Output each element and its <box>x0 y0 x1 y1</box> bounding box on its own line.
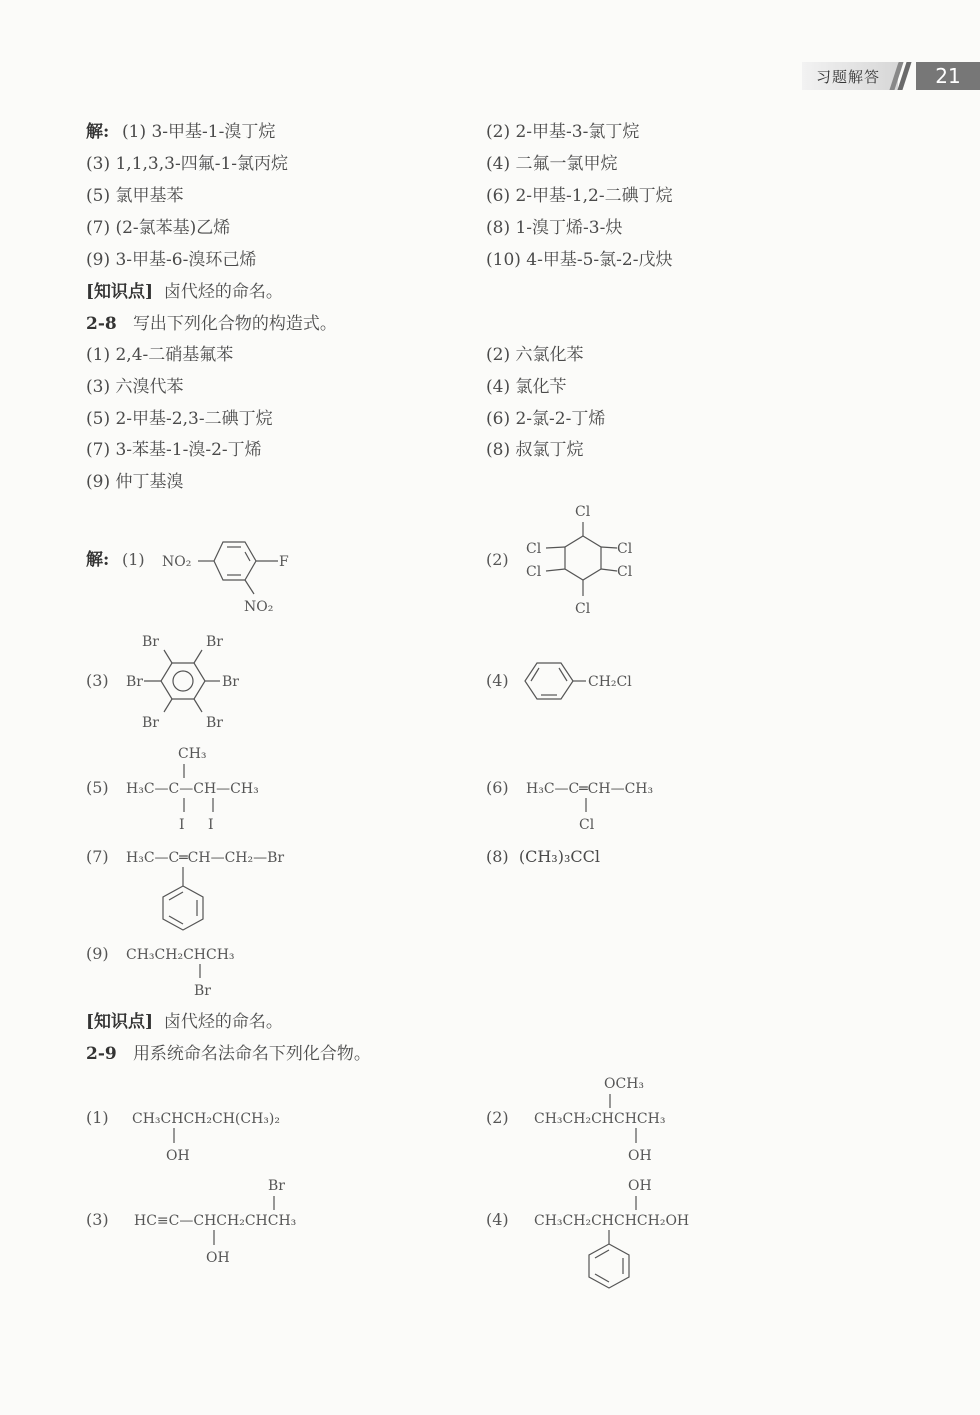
structure-8 <box>486 847 600 867</box>
answer-item: (5) 氯甲基苯 <box>86 186 184 206</box>
main-chain: H₃C—C—CH—CH₃ <box>126 781 259 797</box>
knowledge-text: 卤代烃的命名。 <box>163 1012 283 1032</box>
structure-6 <box>486 777 746 837</box>
substituent: OH <box>628 1148 652 1164</box>
question-title: 用系统命名法命名下列化合物。 <box>132 1044 371 1064</box>
answer-label: 解: <box>86 122 110 142</box>
substituent: Br <box>126 674 143 690</box>
structure-number: (3) <box>86 1210 109 1229</box>
question-item: (7) 3-苯基-1-溴-2-丁烯 <box>86 440 262 460</box>
substituent: Cl <box>575 601 591 617</box>
substituent: Br <box>142 715 159 731</box>
structure-number: (4) <box>486 671 509 690</box>
main-chain: CH₃CH₂CHCHCH₂OH <box>534 1213 690 1229</box>
q29-structure-2 <box>486 1072 786 1167</box>
structure-number: (2) <box>486 550 509 569</box>
question-number: 2-8 <box>86 314 117 334</box>
main-chain: HC≡C—CHCH₂CHCH₃ <box>134 1213 297 1229</box>
structure-3 <box>86 630 266 730</box>
substituent: OH <box>628 1178 652 1194</box>
page-number: 21 <box>916 62 980 90</box>
substituent: CH₂Cl <box>588 674 632 690</box>
substituent: OCH₃ <box>604 1076 645 1092</box>
substituent: Cl <box>617 541 633 557</box>
structure-9 <box>86 943 346 1003</box>
question-item: (9) 仲丁基溴 <box>86 472 184 492</box>
substituent: Cl <box>579 817 595 833</box>
structure-number: (8) <box>486 847 509 866</box>
question-item: (5) 2-甲基-2,3-二碘丁烷 <box>86 409 273 429</box>
main-chain: H₃C—C═CH—CH₃ <box>526 781 654 797</box>
structure-number: (2) <box>486 1108 509 1127</box>
answer-item: (1) 3-甲基-1-溴丁烷 <box>122 122 276 142</box>
substituent: CH₃ <box>178 746 207 762</box>
substituent: OH <box>166 1148 190 1164</box>
main-chain: CH₃CH₂CHCH₃ <box>126 947 235 963</box>
knowledge-point <box>86 1012 283 1032</box>
main-chain: CH₃CHCH₂CH(CH₃)₂ <box>132 1111 280 1127</box>
substituent: Br <box>194 983 211 999</box>
formula: (CH₃)₃CCl <box>518 847 600 866</box>
substituent: I <box>179 817 185 833</box>
structure-number: (4) <box>486 1210 509 1229</box>
answer-item: (2) 2-甲基-3-氯丁烷 <box>486 122 640 142</box>
question-item: (1) 2,4-二硝基氟苯 <box>86 345 234 365</box>
answer-item: (3) 1,1,3,3-四氟-1-氯丙烷 <box>86 154 289 174</box>
structure-number: (9) <box>86 944 109 963</box>
substituent: I <box>208 817 214 833</box>
substituent: F <box>279 554 289 570</box>
structure-number: (7) <box>86 847 109 866</box>
answer-label: 解: <box>86 550 110 570</box>
structure-number: (3) <box>86 671 109 690</box>
structure-number: (5) <box>86 778 109 797</box>
q29-structure-3 <box>86 1174 386 1269</box>
substituent: Br <box>206 715 223 731</box>
page-header <box>802 62 980 90</box>
structure-number: (1) <box>86 1108 109 1127</box>
knowledge-tag: [知识点] <box>86 1012 154 1032</box>
substituent: Cl <box>526 541 542 557</box>
question-title: 写出下列化合物的构造式。 <box>132 314 337 334</box>
q29-structure-1 <box>86 1107 386 1167</box>
answer-item: (7) (2-氯苯基)乙烯 <box>86 218 231 238</box>
structure-number: (1) <box>122 550 145 569</box>
structure-1 <box>122 530 322 615</box>
main-chain: H₃C—C═CH—CH₂—Br <box>126 850 285 866</box>
substituent: Br <box>142 634 159 650</box>
knowledge-tag: [知识点] <box>86 282 154 302</box>
substituent: NO₂ <box>244 599 274 615</box>
structure-7 <box>86 846 386 936</box>
header-decoration <box>894 62 916 90</box>
knowledge-text: 卤代烃的命名。 <box>163 282 283 302</box>
substituent: Cl <box>617 564 633 580</box>
substituent: NO₂ <box>162 554 192 570</box>
knowledge-point <box>86 282 283 302</box>
question-item: (6) 2-氯-2-丁烯 <box>486 409 606 429</box>
question-item: (3) 六溴代苯 <box>86 377 184 397</box>
substituent: Cl <box>526 564 542 580</box>
answer-item: (8) 1-溴丁烯-3-炔 <box>486 218 623 238</box>
question-item: (8) 叔氯丁烷 <box>486 440 584 460</box>
answer-item: (6) 2-甲基-1,2-二碘丁烷 <box>486 186 673 206</box>
structure-number: (6) <box>486 778 509 797</box>
section-title: 习题解答 <box>802 62 898 90</box>
q29-structure-4 <box>486 1174 786 1294</box>
structure-2 <box>486 500 666 615</box>
substituent: Br <box>268 1178 285 1194</box>
substituent: Br <box>222 674 239 690</box>
substituent: OH <box>206 1250 230 1266</box>
question-item: (4) 氯化苄 <box>486 377 567 397</box>
substituent: Cl <box>575 504 591 520</box>
structure-5 <box>86 742 346 837</box>
question-number: 2-9 <box>86 1044 117 1064</box>
substituent: Br <box>206 634 223 650</box>
question-heading <box>86 1044 371 1064</box>
answer-item: (10) 4-甲基-5-氯-2-戊炔 <box>486 250 673 270</box>
structure-4 <box>486 655 666 715</box>
question-item: (2) 六氯化苯 <box>486 345 584 365</box>
answer-item: (4) 二氟一氯甲烷 <box>486 154 618 174</box>
question-heading <box>86 314 337 334</box>
answer-item: (9) 3-甲基-6-溴环己烯 <box>86 250 257 270</box>
main-chain: CH₃CH₂CHCHCH₃ <box>534 1111 666 1127</box>
